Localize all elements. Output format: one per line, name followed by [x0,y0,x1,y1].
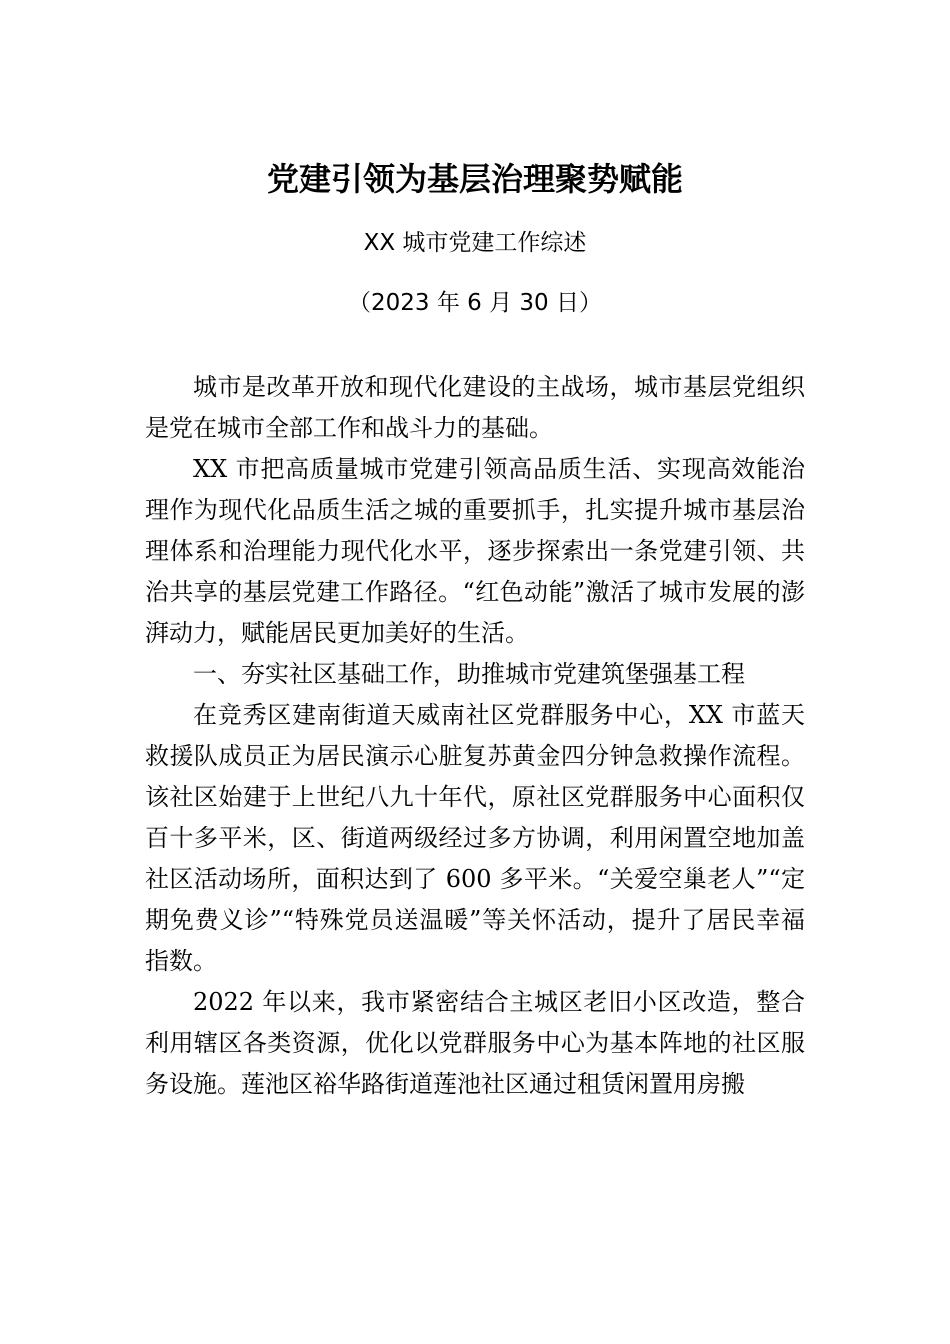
section-heading-1: 一、夯实社区基础工作，助推城市党建筑堡强基工程 [193,660,745,688]
paragraph-community-center: 在竞秀区建南街道天威南社区党群服务中心，XX 市蓝天救援队成员正为居民演示心脏复苏黄金四分钟急救操作流程。该社区始建于上世纪八九十年代，原社区党群服务中心面积仅百十多平米，区、街道两级经过多方协调，利用闲置空地加盖社区活动场所，面积达到了 600 多平米。“关爱空巢老人”“定期免费义诊”“特殊党员送温暖”等关怀活动，提升了居民幸福指数。 [145,701,805,975]
document-body [145,367,805,1105]
document-subtitle: XX 城市党建工作综述 [363,230,587,256]
document-date: （2023 年 6 月 30 日） [348,290,602,316]
paragraph-2022: 2022 年以来，我市紧密结合主城区老旧小区改造，整合利用辖区各类资源，优化以党群服务中心为基本阵地的社区服务设施。莲池区裕华路街道莲池社区通过租赁闲置用房搬 [145,988,805,1098]
paragraph-intro: 城市是改革开放和现代化建设的主战场，城市基层党组织是党在城市全部工作和战斗力的基础。 [145,373,805,442]
document-title: 党建引领为基层治理聚势赋能 [266,160,683,198]
paragraph-overview: XX 市把高质量城市党建引领高品质生活、实现高效能治理作为现代化品质生活之城的重要抓手，扎实提升城市基层治理体系和治理能力现代化水平，逐步探索出一条党建引领、共治共享的基层党建工作路径。“红色动能”激活了城市发展的澎湃动力，赋能居民更加美好的生活。 [145,455,805,647]
